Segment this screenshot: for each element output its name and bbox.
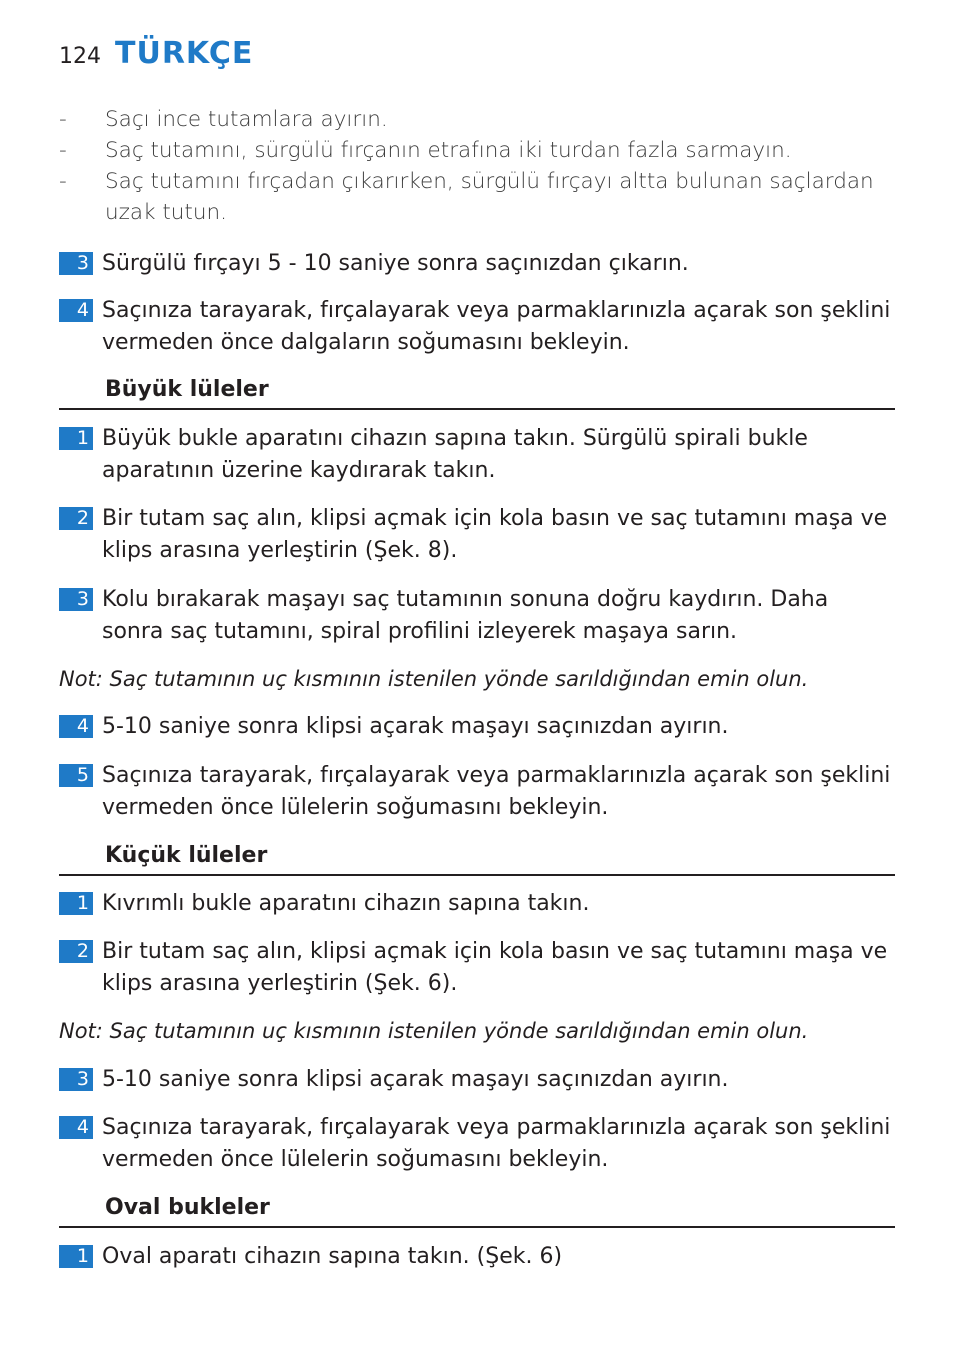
section-title: Büyük lüleler	[105, 377, 269, 402]
step-number-badge: 3	[59, 252, 93, 275]
step-text: Bir tutam saç alın, klipsi açmak için kola basın ve saç tutamını maşa ve klips arasına yerleştirin (Şek. 8).	[102, 506, 888, 563]
step-number-badge: 4	[59, 299, 93, 322]
step-item	[59, 423, 895, 487]
note-text: Not: Saç tutamının uç kısmının istenilen yönde sarıldığından emin olun.	[59, 1019, 809, 1043]
step-item	[59, 1112, 895, 1176]
step-item	[59, 936, 895, 1000]
step-item	[59, 711, 895, 743]
step-text: 5-10 saniye sonra klipsi açarak maşayı saçınızdan ayırın.	[102, 1067, 729, 1092]
bullet-list	[59, 104, 895, 228]
step-number-badge: 3	[59, 588, 93, 611]
step-text: Saçınıza tarayarak, fırçalayarak veya parmaklarınızla açarak son şeklini vermeden önce lülelerin soğumasını bekleyin.	[102, 763, 891, 820]
step-number-badge: 3	[59, 1068, 93, 1091]
step-item	[59, 503, 895, 567]
step-number-badge: 4	[59, 715, 93, 738]
section-heading-oval-curls	[59, 1192, 895, 1228]
step-number-badge: 4	[59, 1116, 93, 1139]
step-item	[59, 888, 895, 920]
step-number-badge: 1	[59, 1245, 93, 1268]
bullet-text: Saçı ince tutamlara ayırın.	[105, 107, 388, 132]
step-number-badge: 2	[59, 940, 93, 963]
bullet-text: Saç tutamını fırçadan çıkarırken, sürgülü fırçayı altta bulunan saçlardan uzak tutun.	[105, 169, 874, 225]
step-item	[59, 248, 895, 280]
page-number: 124	[59, 44, 101, 69]
section-title: Oval bukleler	[105, 1195, 270, 1220]
page-header	[59, 36, 253, 71]
step-text: Saçınıza tarayarak, fırçalayarak veya parmaklarınızla açarak son şeklini vermeden önce dalgaların soğumasını bekleyin.	[102, 298, 891, 355]
step-text: Büyük bukle aparatını cihazın sapına takın. Sürgülü spirali bukle aparatının üzerine kaydırarak takın.	[102, 426, 808, 483]
step-item	[59, 1064, 895, 1096]
section-title: Küçük lüleler	[105, 843, 268, 868]
step-text: Sürgülü fırçayı 5 - 10 saniye sonra saçınızdan çıkarın.	[102, 251, 689, 276]
section-heading-small-curls	[59, 840, 895, 876]
bullet-item	[59, 135, 895, 166]
step-number-badge: 5	[59, 764, 93, 787]
step-text: Bir tutam saç alın, klipsi açmak için kola basın ve saç tutamını maşa ve klips arasına yerleştirin (Şek. 6).	[102, 939, 888, 996]
step-text: Kıvrımlı bukle aparatını cihazın sapına takın.	[102, 891, 590, 916]
step-text: Kolu bırakarak maşayı saç tutamının sonuna doğru kaydırın. Daha sonra saç tutamını, spiral profilini izleyerek maşaya sarın.	[102, 587, 829, 644]
bullet-item	[59, 166, 895, 228]
step-text: Saçınıza tarayarak, fırçalayarak veya parmaklarınızla açarak son şeklini vermeden önce lülelerin soğumasını bekleyin.	[102, 1115, 891, 1172]
bullet-dash: -	[59, 169, 67, 194]
step-item	[59, 1241, 895, 1273]
bullet-dash: -	[59, 107, 67, 132]
bullet-text: Saç tutamını, sürgülü fırçanın etrafına iki turdan fazla sarmayın.	[105, 138, 792, 163]
bullet-dash: -	[59, 138, 67, 163]
step-item	[59, 584, 895, 648]
step-text: Oval aparatı cihazın sapına takın. (Şek. 6)	[102, 1244, 563, 1269]
step-number-badge: 2	[59, 507, 93, 530]
note-text: Not: Saç tutamının uç kısmının istenilen yönde sarıldığından emin olun.	[59, 667, 809, 691]
language-heading: TÜRKÇE	[115, 36, 254, 71]
step-item	[59, 295, 895, 359]
bullet-item	[59, 104, 895, 135]
step-number-badge: 1	[59, 892, 93, 915]
step-text: 5-10 saniye sonra klipsi açarak maşayı saçınızdan ayırın.	[102, 714, 729, 739]
step-item	[59, 760, 895, 824]
section-heading-large-curls	[59, 374, 895, 410]
step-number-badge: 1	[59, 427, 93, 450]
